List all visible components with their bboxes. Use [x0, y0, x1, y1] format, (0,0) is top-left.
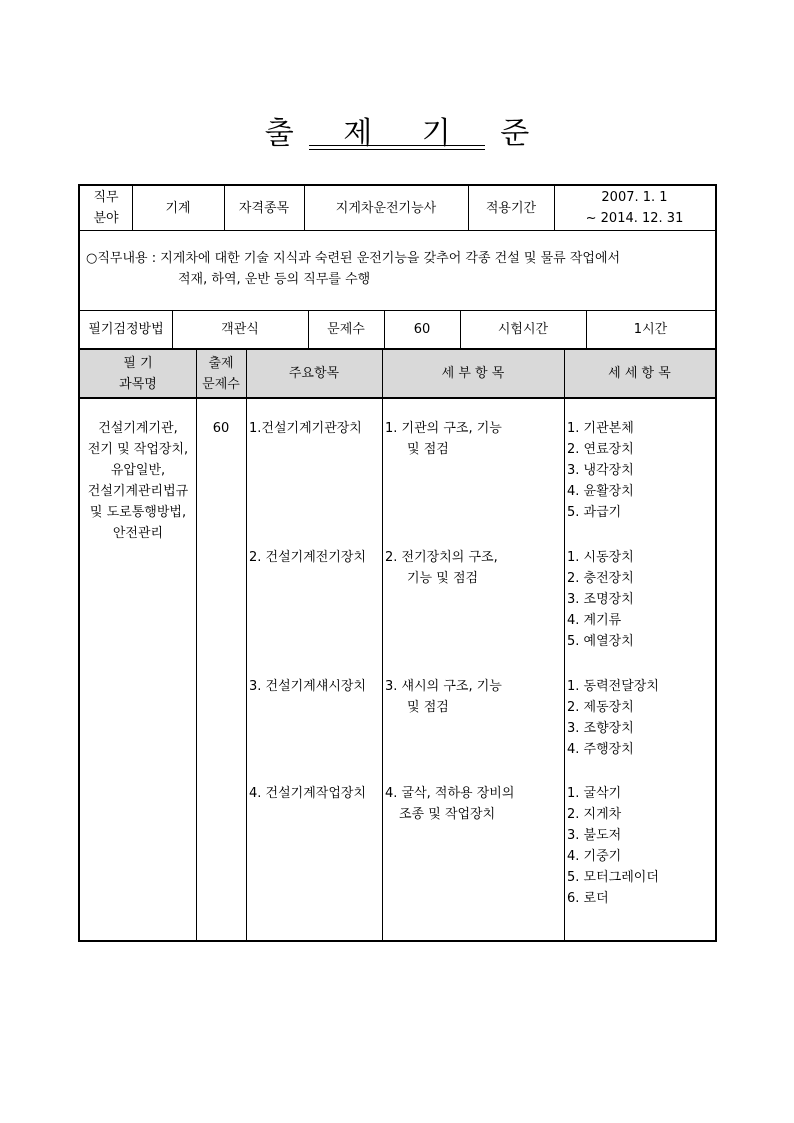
- detail-line: 기능 및 점검: [407, 571, 479, 586]
- title-underline-2: [309, 149, 485, 150]
- count-label: 문제수: [327, 322, 365, 337]
- time-value-cell: [586, 311, 715, 348]
- subdetail-item: 2. 연료장치: [567, 442, 634, 457]
- page-title: 출 제 기 준: [264, 116, 550, 151]
- divider: [304, 186, 305, 230]
- subdetail-list-1: [567, 418, 713, 523]
- subdetail-item: 2. 충전장치: [567, 571, 634, 586]
- main-item-2: [249, 547, 383, 568]
- subject-count-value: 60: [212, 421, 230, 436]
- duty-description: [86, 248, 714, 290]
- period-end: ~ 2014. 12. 31: [585, 211, 684, 226]
- subject-question-count: [196, 418, 246, 439]
- subdetail-item: 4. 윤활장치: [567, 484, 634, 499]
- subdetail-item: 5. 과급기: [567, 505, 622, 520]
- subdetail-list-3: [567, 676, 713, 760]
- period-start: 2007. 1. 1: [601, 190, 668, 205]
- col-detail-header: [382, 350, 564, 397]
- col-subject-line2: 과목명: [119, 376, 157, 392]
- subdetail-item: 2. 제동장치: [567, 700, 634, 715]
- duty-line2: 적재, 하역, 운반 등의 직무를 수행: [178, 272, 371, 287]
- cert-label-cell: [224, 186, 304, 230]
- detail-line: 및 점검: [407, 700, 449, 715]
- subdetail-item: 1. 시동장치: [567, 550, 634, 565]
- detail-line: 3. 섀시의 구조, 기능: [385, 679, 502, 694]
- divider: [384, 311, 385, 348]
- subject-line: 유압일반,: [110, 463, 166, 478]
- main-item-label: 1.건설기계기관장치: [249, 421, 362, 436]
- subdetail-item: 3. 냉각장치: [567, 463, 634, 478]
- period-label: 적용기간: [485, 200, 537, 216]
- period-value-cell: [554, 186, 715, 230]
- subdetail-item: 4. 계기류: [567, 613, 622, 628]
- divider: [554, 186, 555, 230]
- main-item-label: 4. 건설기계작업장치: [249, 786, 366, 801]
- col-count-header: [196, 350, 246, 397]
- detail-line: 4. 굴삭, 적하용 장비의: [385, 786, 515, 801]
- subject-line: 건설기계기관,: [98, 421, 178, 436]
- col-count-line2: 문제수: [202, 376, 240, 392]
- divider: [586, 311, 587, 348]
- divider: [460, 311, 461, 348]
- cert-value-cell: [304, 186, 468, 230]
- main-item-label: 3. 건설기계섀시장치: [249, 679, 366, 694]
- field-value: 기계: [165, 200, 191, 216]
- col-subdetail-label: 세 세 항 목: [608, 366, 671, 381]
- field-label-line1: 직무: [93, 190, 119, 205]
- col-count-line1: 출제: [208, 355, 234, 371]
- subject-line: 전기 및 작업장치,: [87, 442, 189, 457]
- subject-list: [80, 418, 196, 544]
- time-label: 시험시간: [497, 322, 549, 337]
- cert-label: 자격종목: [238, 200, 290, 216]
- detail-item-4: [385, 783, 563, 825]
- subject-line: 및 도로통행방법,: [89, 505, 187, 520]
- time-label-cell: [460, 311, 586, 348]
- detail-item-2: [385, 547, 563, 589]
- col-subject-line1: 필 기: [123, 355, 153, 371]
- subdetail-item: 4. 주행장치: [567, 742, 634, 757]
- divider: [224, 186, 225, 230]
- count-value: 60: [413, 322, 431, 337]
- detail-line: 및 점검: [407, 442, 449, 457]
- subdetail-item: 4. 기중기: [567, 849, 622, 864]
- method-label-cell: [80, 311, 172, 348]
- title-underline: [309, 145, 485, 146]
- method-value: 객관식: [221, 322, 259, 337]
- cert-value: 지게차운전기능사: [335, 200, 437, 216]
- divider: [468, 186, 469, 230]
- subdetail-list-2: [567, 547, 713, 652]
- divider: [172, 311, 173, 348]
- subdetail-item: 1. 굴삭기: [567, 786, 622, 801]
- subdetail-item: 3. 조명장치: [567, 592, 634, 607]
- time-value: 1시간: [633, 322, 668, 337]
- method-value-cell: [172, 311, 308, 348]
- subdetail-item: 1. 동력전달장치: [567, 679, 659, 694]
- subdetail-list-4: [567, 783, 713, 909]
- subdetail-item: 3. 조향장치: [567, 721, 634, 736]
- count-value-cell: [384, 311, 460, 348]
- subdetail-item: 5. 예열장치: [567, 634, 634, 649]
- divider: [132, 186, 133, 230]
- detail-item-3: [385, 676, 563, 718]
- main-item-4: [249, 783, 383, 804]
- row-divider: [80, 230, 715, 231]
- col-main-label: 주요항목: [288, 366, 340, 381]
- subdetail-item: 1. 기관본체: [567, 421, 634, 436]
- detail-item-1: [385, 418, 563, 460]
- col-subdetail-header: [564, 350, 715, 397]
- subdetail-item: 3. 불도저: [567, 828, 622, 843]
- subdetail-item: 6. 로더: [567, 891, 609, 906]
- field-label-cell: [80, 186, 132, 230]
- col-subject-header: [80, 350, 196, 397]
- standards-table: [78, 184, 717, 942]
- detail-line: 2. 전기장치의 구조,: [385, 550, 498, 565]
- field-label-line2: 분야: [93, 211, 119, 226]
- count-label-cell: [308, 311, 384, 348]
- divider: [246, 350, 247, 940]
- subdetail-item: 5. 모터그레이더: [567, 870, 659, 885]
- detail-line: 1. 기관의 구조, 기능: [385, 421, 502, 436]
- col-main-header: [246, 350, 382, 397]
- duty-line1: ○직무내용 : 지게차에 대한 기술 지식과 숙련된 운전기능을 갖추어 각종 건설 및 물류 작업에서: [86, 251, 621, 266]
- period-label-cell: [468, 186, 554, 230]
- subject-line: 안전관리: [112, 526, 164, 541]
- main-item-1: [249, 418, 383, 439]
- divider: [564, 350, 565, 940]
- divider: [308, 311, 309, 348]
- subdetail-item: 2. 지게차: [567, 807, 622, 822]
- subject-line: 건설기계관리법규: [87, 484, 189, 499]
- col-detail-label: 세 부 항 목: [441, 366, 505, 381]
- main-item-3: [249, 676, 383, 697]
- detail-line: 조종 및 작업장치: [399, 807, 496, 822]
- method-label: 필기검정방법: [88, 322, 164, 337]
- row-divider: [80, 397, 715, 399]
- field-value-cell: [132, 186, 224, 230]
- main-item-label: 2. 건설기계전기장치: [249, 550, 366, 565]
